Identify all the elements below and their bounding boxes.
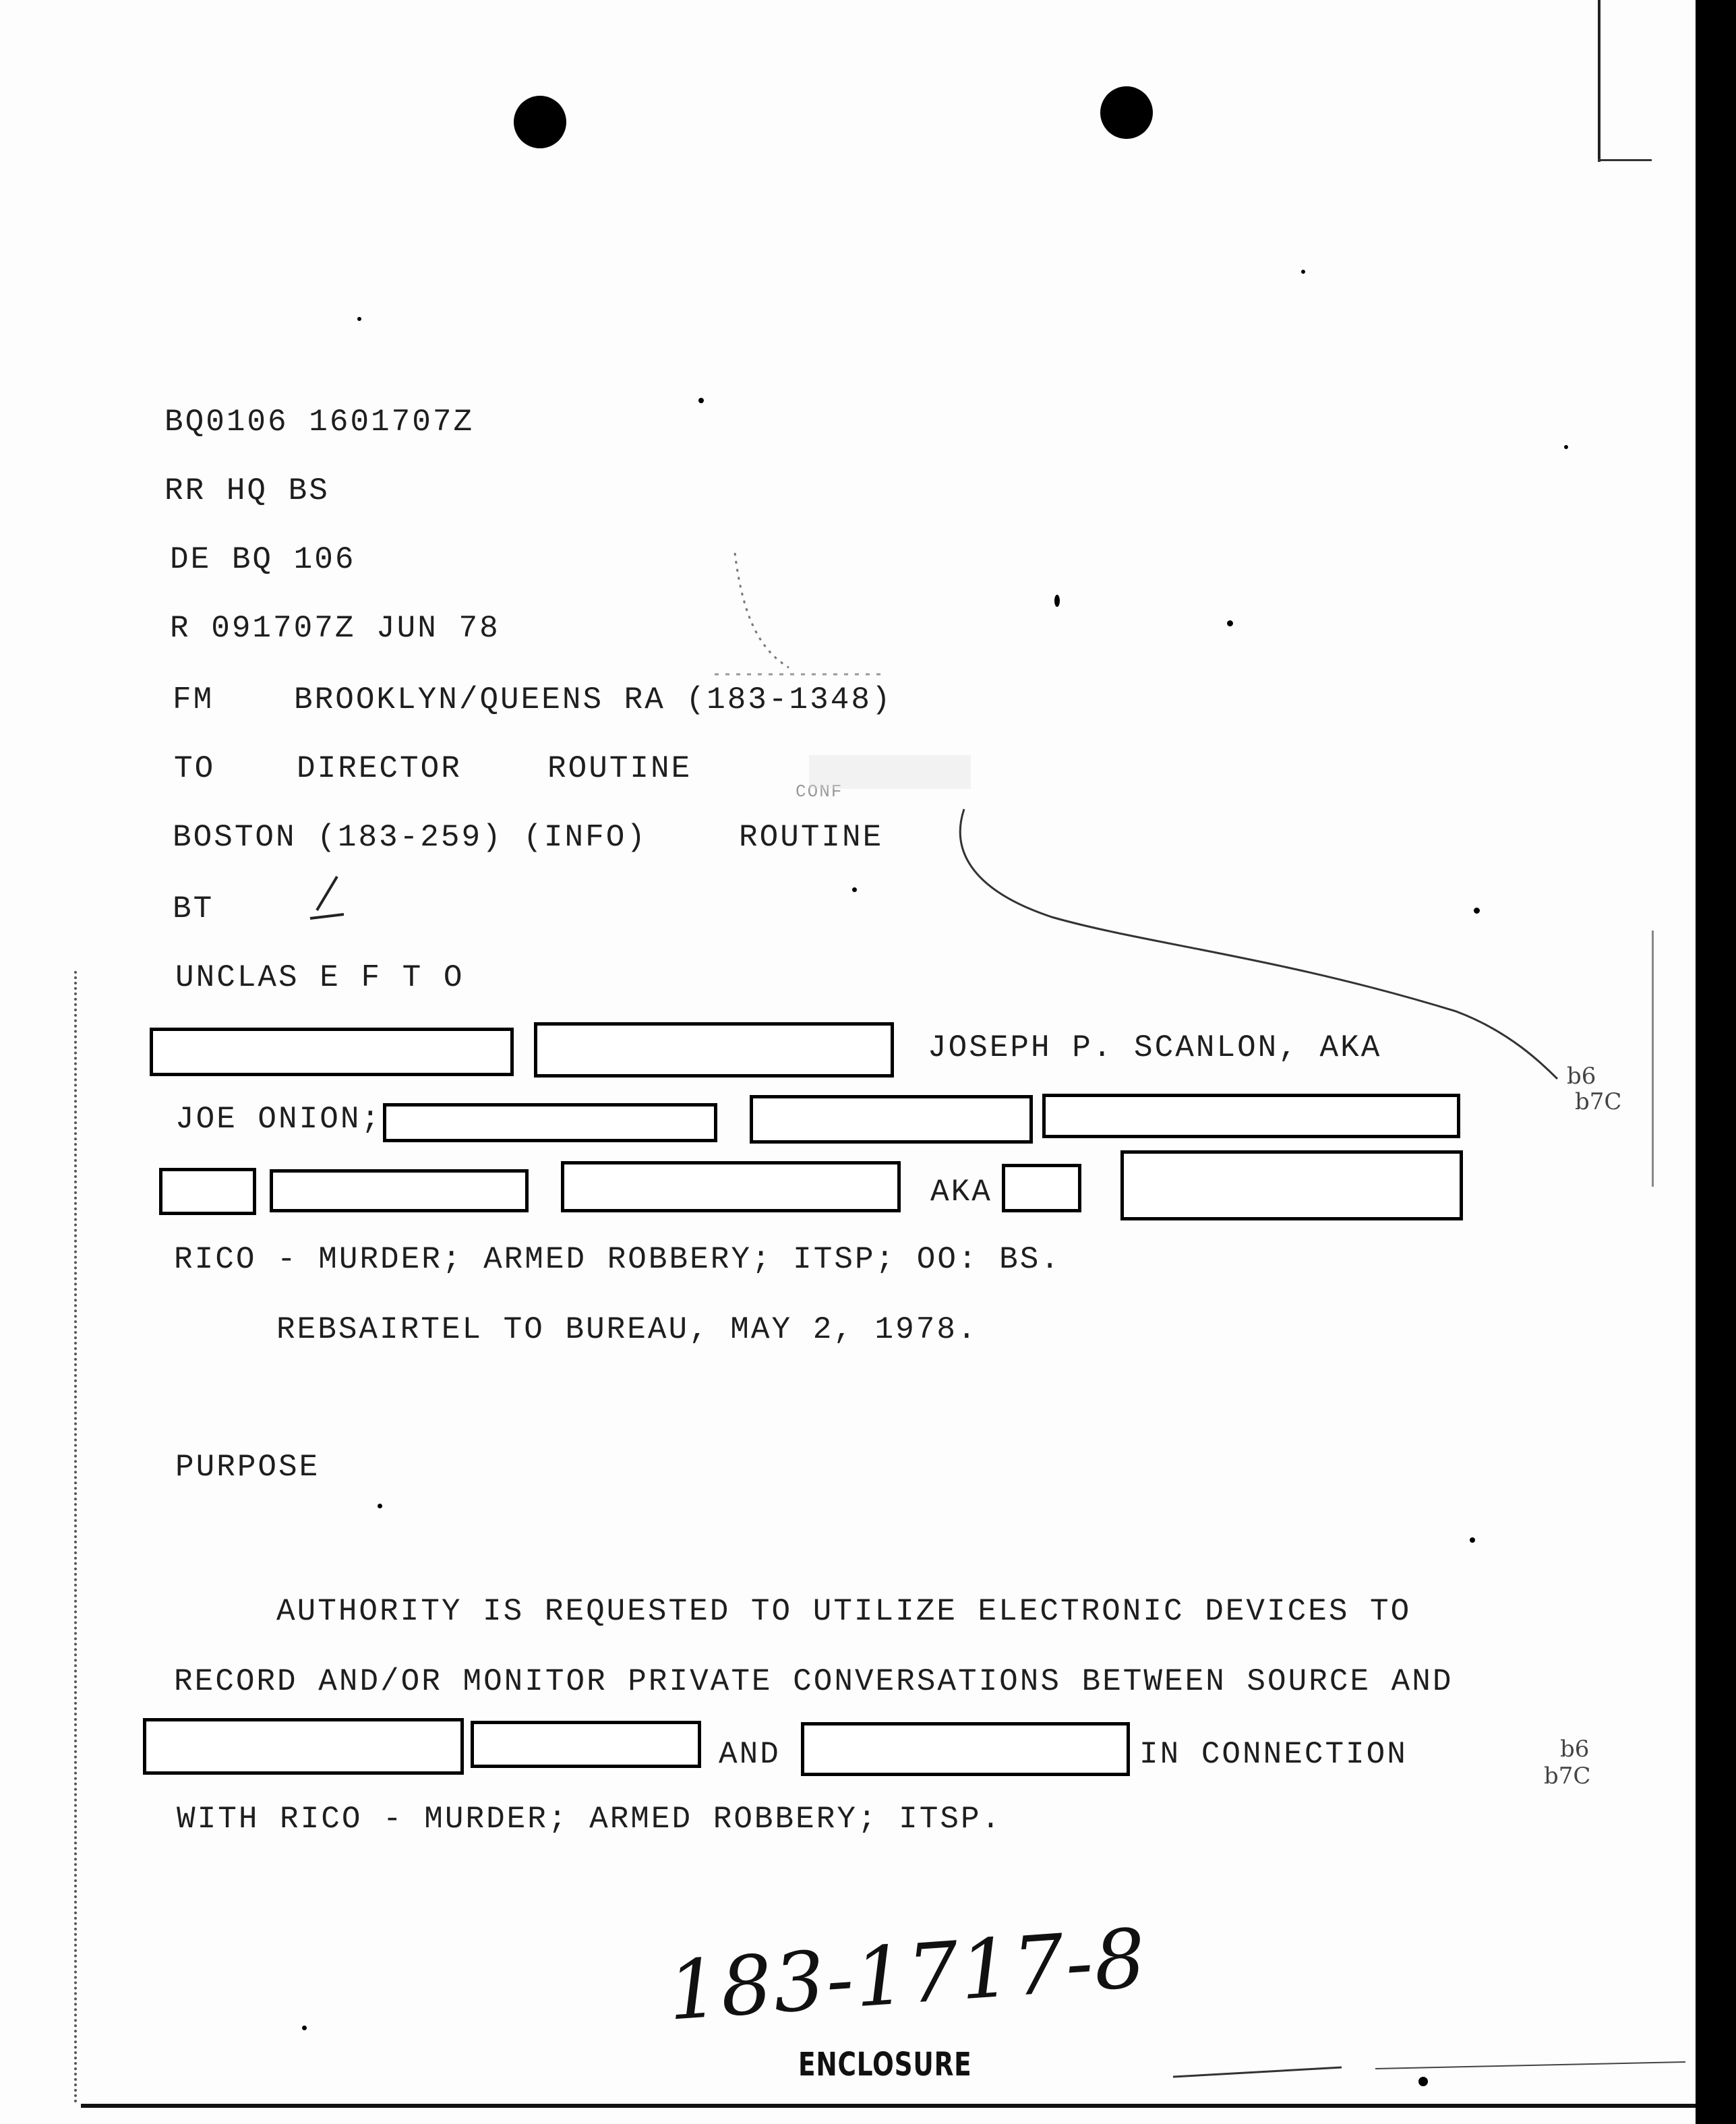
aka-label: AKA bbox=[930, 1175, 992, 1210]
scan-speck bbox=[1054, 595, 1060, 607]
exemption-code: b6 bbox=[1567, 1063, 1596, 1090]
scan-speck bbox=[1418, 2077, 1428, 2086]
alias-prefix: JOE ONION; bbox=[175, 1102, 382, 1137]
purpose-line: AUTHORITY IS REQUESTED TO UTILIZE ELECTRONIC DEVICES TO bbox=[276, 1594, 1412, 1629]
named-subject: JOSEPH P. SCANLON, AKA bbox=[928, 1030, 1382, 1065]
de-line: DE BQ 106 bbox=[170, 542, 356, 577]
purpose-heading: PURPOSE bbox=[175, 1450, 320, 1485]
to-value: DIRECTOR bbox=[297, 751, 462, 786]
exemption-code: b7C bbox=[1544, 1763, 1591, 1790]
and-label: AND bbox=[719, 1737, 781, 1772]
case-caption: RICO - MURDER; ARMED ROBBERY; ITSP; OO: BS. bbox=[174, 1242, 1061, 1277]
scan-speck bbox=[1474, 908, 1480, 914]
to-priority: ROUTINE bbox=[547, 751, 692, 786]
exemption-code: b6 bbox=[1560, 1736, 1590, 1763]
classification-line: UNCLAS E F T O bbox=[175, 960, 465, 995]
header-line: BQ0106 1601707Z bbox=[164, 405, 475, 440]
purpose-line: RECORD AND/OR MONITOR PRIVATE CONVERSATIONS BETWEEN SOURCE AND bbox=[174, 1664, 1454, 1699]
scan-speck bbox=[1470, 1537, 1475, 1543]
boston-line: BOSTON (183-259) (INFO) bbox=[173, 820, 647, 855]
scan-speck bbox=[357, 317, 361, 321]
from-value: BROOKLYN/QUEENS RA (183-1348) bbox=[294, 682, 893, 717]
enclosure-stamp: ENCLOSURE bbox=[798, 2046, 972, 2084]
connection-label: IN CONNECTION bbox=[1139, 1737, 1408, 1772]
boston-priority: ROUTINE bbox=[739, 820, 884, 855]
scan-speck bbox=[302, 2026, 307, 2030]
handwritten-file-number: 183-1717-8 bbox=[665, 1912, 1150, 2039]
scan-speck bbox=[378, 1504, 382, 1508]
scan-speck bbox=[852, 887, 857, 892]
faint-stamp: CONF bbox=[796, 781, 843, 802]
scan-speck bbox=[1564, 445, 1568, 449]
purpose-line: WITH RICO - MURDER; ARMED ROBBERY; ITSP. bbox=[177, 1802, 1002, 1837]
from-label: FM bbox=[173, 682, 214, 717]
scan-speck bbox=[1301, 270, 1305, 274]
reference-line: REBSAIRTEL TO BUREAU, MAY 2, 1978. bbox=[276, 1312, 978, 1347]
exemption-code: b7C bbox=[1575, 1088, 1622, 1115]
to-label: TO bbox=[174, 751, 216, 786]
scan-speck bbox=[1227, 620, 1233, 626]
date-line: R 091707Z JUN 78 bbox=[170, 611, 500, 646]
scan-speck bbox=[698, 398, 704, 403]
bt-line: BT bbox=[173, 891, 214, 926]
routing-line: RR HQ BS bbox=[164, 473, 330, 508]
